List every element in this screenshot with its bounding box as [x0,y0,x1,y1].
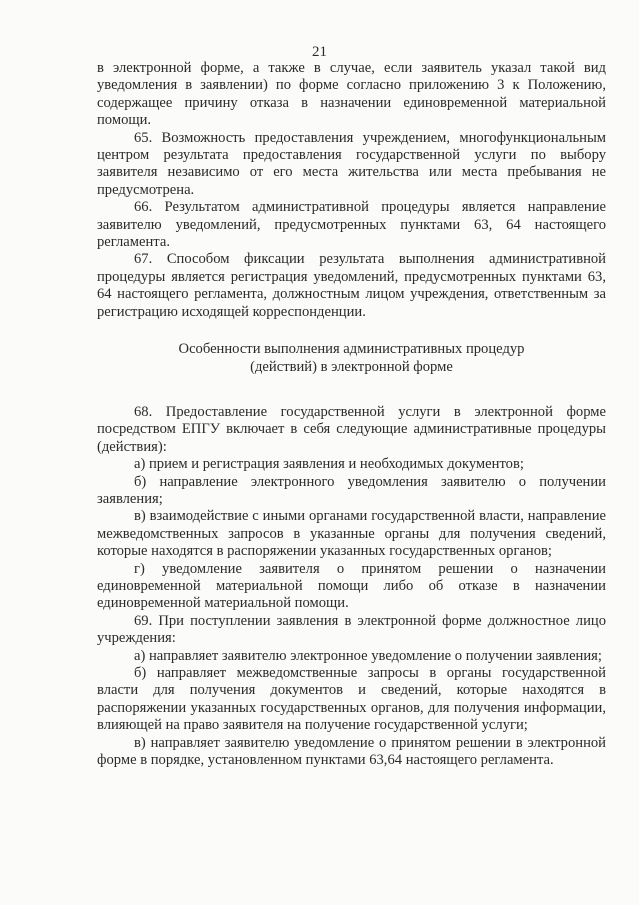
paragraph-68-g: г) уведомление заявителя о принятом решении о назначении единовременной материальной помощи либо об отказе в назначении единовременной материальной помощи. [97,560,606,612]
paragraph-69-b: б) направляет межведомственные запросы в органы государственной власти для получения документов и сведений, которые находятся в распоряжении указанных государственных органов, для получения информации, влияющей на право заявителя на получение государственной услуги; [97,665,606,734]
section-heading-line-2: (действий) в электронной форме [250,358,453,375]
paragraph-65: 65. Возможность предоставления учреждением, многофункциональным центром результата предоставления государственной услуги по выбору заявителя независимо от его места жительства или места пребывания не предусмотрена. [97,129,606,198]
paragraph-67: 67. Способом фиксации результата выполнения административной процедуры является регистрация уведомлений, предусмотренных пунктами 63, 64 настоящего регламента, должностным лицом учреждения, ответственным за регистрацию исходящей корреспонденции. [97,251,606,320]
paragraph-69: 69. При поступлении заявления в электронной форме должностное лицо учреждения: [97,612,606,647]
paragraph-68-b: б) направление электронного уведомления заявителю о получении заявления; [97,473,606,507]
document-body [97,60,606,769]
paragraph-66: 66. Результатом административной процедуры является направление заявителю уведомлений, предусмотренных пунктами 63, 64 настоящего регламента. [97,199,606,251]
paragraph-68-v: в) взаимодействие с иными органами государственной власти, направление межведомственных запросов в указанные органы для получения сведений, которые находятся в распоряжении указанных государственных органов; [97,508,606,560]
page-number: 21 [312,44,327,60]
paragraph-68-a: а) прием и регистрация заявления и необходимых документов; [134,456,524,473]
paragraph-69-v: в) направляет заявителю уведомление о принятом решении в электронной форме в порядке, установленном пунктами 63,64 настоящего регламента. [97,734,606,769]
paragraph-68: 68. Предоставление государственной услуги в электронной форме посредством ЕПГУ включает в себя следующие административные процедуры (действия): [97,403,606,455]
paragraph-69-a: а) направляет заявителю электронное уведомление о получении заявления; [134,647,602,664]
section-heading-line-1: Особенности выполнения административных процедур [178,341,525,358]
section-heading [97,341,606,376]
paragraph-continuation: в электронной форме, а также в случае, если заявитель указал такой вид уведомления в заявлении) по форме согласно приложению 3 к Положению, содержащее причину отказа в назначении единовременной материальной помощи. [97,60,606,129]
